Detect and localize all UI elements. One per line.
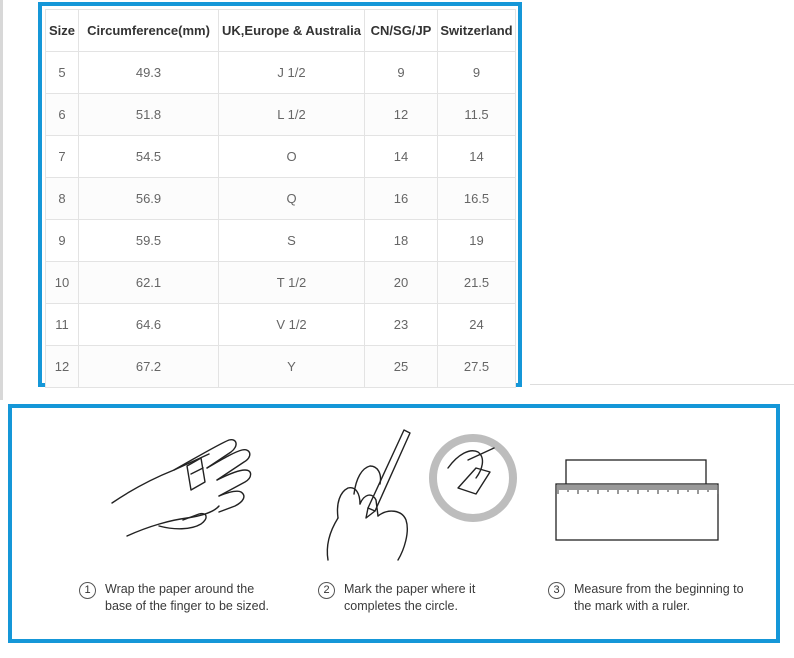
cell-size: 9 <box>46 220 79 262</box>
header-cn-sg-jp: CN/SG/JP <box>365 10 438 52</box>
step-number-badge: 2 <box>318 582 335 599</box>
caption-line: the mark with a ruler. <box>574 599 691 613</box>
cell-size: 11 <box>46 304 79 346</box>
cell-size: 5 <box>46 52 79 94</box>
step-number-badge: 1 <box>79 582 96 599</box>
table-row <box>46 94 516 136</box>
table-header-row <box>46 10 516 52</box>
cell-switzerland: 16.5 <box>438 178 516 220</box>
cell-circumference: 59.5 <box>79 220 219 262</box>
table-row <box>46 220 516 262</box>
size-chart-table <box>45 9 516 388</box>
cell-size: 12 <box>46 346 79 388</box>
cell-uk: L 1/2 <box>219 94 365 136</box>
cell-uk: O <box>219 136 365 178</box>
caption-line: completes the circle. <box>344 599 458 613</box>
cell-switzerland: 24 <box>438 304 516 346</box>
cell-switzerland: 11.5 <box>438 94 516 136</box>
table-row <box>46 346 516 388</box>
cell-cn: 12 <box>365 94 438 136</box>
cell-uk: Q <box>219 178 365 220</box>
cell-size: 10 <box>46 262 79 304</box>
cell-uk: J 1/2 <box>219 52 365 94</box>
table-row <box>46 262 516 304</box>
header-switzerland: Switzerland <box>438 10 516 52</box>
cell-cn: 23 <box>365 304 438 346</box>
cell-cn: 16 <box>365 178 438 220</box>
step-2 <box>318 408 568 639</box>
cell-size: 8 <box>46 178 79 220</box>
cell-circumference: 67.2 <box>79 346 219 388</box>
cell-uk: T 1/2 <box>219 262 365 304</box>
cell-switzerland: 19 <box>438 220 516 262</box>
hand-wrap-paper-icon <box>79 408 329 568</box>
cell-cn: 20 <box>365 262 438 304</box>
cell-cn: 9 <box>365 52 438 94</box>
cell-uk: V 1/2 <box>219 304 365 346</box>
cell-switzerland: 9 <box>438 52 516 94</box>
table-row <box>46 178 516 220</box>
cell-cn: 14 <box>365 136 438 178</box>
ruler-measure-icon <box>548 408 794 568</box>
cell-size: 6 <box>46 94 79 136</box>
cell-circumference: 62.1 <box>79 262 219 304</box>
cell-switzerland: 27.5 <box>438 346 516 388</box>
cell-switzerland: 14 <box>438 136 516 178</box>
cell-uk: S <box>219 220 365 262</box>
header-size: Size <box>46 10 79 52</box>
cell-circumference: 49.3 <box>79 52 219 94</box>
cell-circumference: 56.9 <box>79 178 219 220</box>
size-chart-frame <box>38 2 522 387</box>
table-row <box>46 52 516 94</box>
cell-uk: Y <box>219 346 365 388</box>
divider-line <box>530 384 794 385</box>
cell-circumference: 54.5 <box>79 136 219 178</box>
header-circumference: Circumference(mm) <box>79 10 219 52</box>
caption-line: Wrap the paper around the <box>105 582 255 596</box>
hand-mark-pen-icon <box>318 408 568 568</box>
cell-circumference: 64.6 <box>79 304 219 346</box>
page-edge <box>0 0 3 400</box>
step-3 <box>548 408 794 639</box>
caption-line: Mark the paper where it <box>344 582 476 596</box>
measuring-instructions-panel <box>8 404 780 643</box>
cell-size: 7 <box>46 136 79 178</box>
cell-circumference: 51.8 <box>79 94 219 136</box>
table-row <box>46 136 516 178</box>
table-row <box>46 304 516 346</box>
step-1 <box>79 408 329 639</box>
caption-line: Measure from the beginning to <box>574 582 744 596</box>
step-number-badge: 3 <box>548 582 565 599</box>
caption-line: base of the finger to be sized. <box>105 599 269 613</box>
cell-switzerland: 21.5 <box>438 262 516 304</box>
cell-cn: 18 <box>365 220 438 262</box>
cell-cn: 25 <box>365 346 438 388</box>
header-uk-europe-australia: UK,Europe & Australia <box>219 10 365 52</box>
